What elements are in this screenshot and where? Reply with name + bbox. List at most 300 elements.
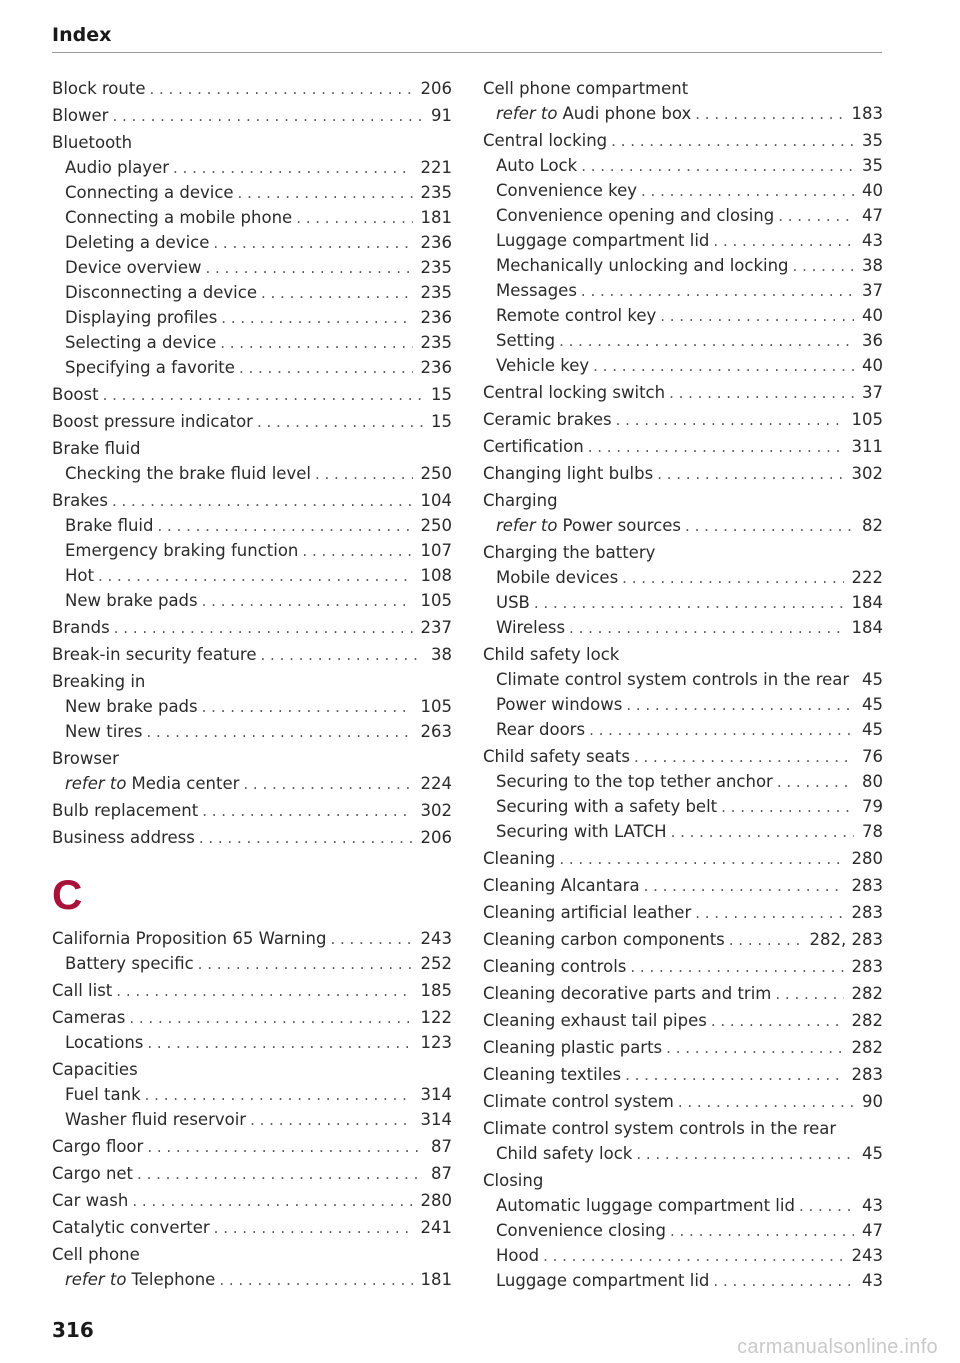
cross-reference-label: refer to (65, 1270, 127, 1289)
entry-label: Car wash (52, 1191, 129, 1210)
entry-page-number: 87 (431, 1164, 452, 1183)
entry-page-number: 37 (862, 281, 883, 300)
entry-label: Auto Lock (496, 156, 578, 175)
index-subentry (483, 667, 883, 692)
entry-label: Cleaning plastic parts (483, 1038, 663, 1057)
entry-text (496, 101, 691, 126)
entry-label: Washer fluid reservoir (65, 1110, 247, 1129)
entry-label: Cleaning Alcantara (483, 876, 640, 895)
entry-label: Child safety lock (496, 1144, 633, 1163)
index-entry (52, 615, 452, 640)
entry-text (496, 513, 681, 538)
entry-text (52, 642, 257, 667)
entry-text (496, 590, 530, 615)
entry-page-number: 105 (420, 591, 452, 610)
index-subentry (52, 588, 452, 613)
entry-label: Cell phone (52, 1245, 140, 1264)
entry-page-number: 45 (862, 720, 883, 739)
index-subentry (483, 203, 883, 228)
dot-leader (173, 156, 412, 180)
entry-page-number: 243 (851, 1246, 883, 1265)
entry-label: Emergency braking function (65, 541, 299, 560)
entry-label: California Proposition 65 Warning (52, 929, 327, 948)
entry-text (483, 407, 612, 432)
entry-page-number: 45 (862, 670, 883, 689)
index-entry (483, 981, 883, 1006)
index-entry (52, 1188, 452, 1213)
entry-text (496, 692, 622, 717)
entry-text (65, 230, 209, 255)
entry-text (52, 1134, 143, 1159)
entry-text (496, 303, 656, 328)
entry-page-number: 302 (851, 464, 883, 483)
entry-page-number: 47 (862, 1221, 883, 1240)
entry-text (496, 253, 789, 278)
dot-leader (98, 564, 413, 588)
entry-text (52, 746, 119, 771)
index-entry (52, 1161, 452, 1186)
index-subentry (52, 255, 452, 280)
index-entry (52, 130, 452, 155)
entry-label: Deleting a device (65, 233, 210, 252)
dot-leader (220, 331, 412, 355)
index-subentry (52, 280, 452, 305)
dot-leader (793, 254, 854, 278)
dot-leader (221, 306, 412, 330)
entry-text (65, 719, 142, 744)
dot-leader (213, 231, 412, 255)
index-subentry (483, 101, 883, 126)
index-entry (52, 669, 452, 694)
entry-text (496, 769, 773, 794)
entry-text (483, 954, 626, 979)
dot-leader (559, 847, 843, 871)
entry-text (496, 1268, 709, 1293)
index-entry (52, 1057, 452, 1082)
index-group-c (52, 926, 452, 1292)
entry-label: Connecting a mobile phone (65, 208, 293, 227)
entry-label: Securing with a safety belt (496, 797, 718, 816)
index-entry (52, 103, 452, 128)
index-subentry (52, 563, 452, 588)
entry-page-number: 184 (851, 593, 883, 612)
entry-label: Convenience key (496, 181, 637, 200)
index-subentry (483, 565, 883, 590)
entry-label: Automatic luggage compartment lid (496, 1196, 795, 1215)
index-subentry (52, 538, 452, 563)
entry-label: Hood (496, 1246, 540, 1265)
entry-page-number: 79 (862, 797, 883, 816)
entry-label: Bluetooth (52, 133, 133, 152)
entry-label: Hot (65, 566, 94, 585)
index-entry (52, 746, 452, 771)
dot-leader (666, 1036, 843, 1060)
dot-leader (238, 181, 413, 205)
entry-text (483, 873, 640, 898)
entry-text (496, 794, 717, 819)
entry-label: Cleaning controls (483, 957, 627, 976)
entry-page-number: 283 (851, 957, 883, 976)
entry-label: Securing with LATCH (496, 822, 667, 841)
entry-text (496, 153, 577, 178)
entry-text (496, 278, 577, 303)
entry-text (496, 203, 774, 228)
entry-page-number: 235 (420, 183, 452, 202)
entry-page-number: 236 (420, 308, 452, 327)
entry-text (483, 461, 653, 486)
entry-text (483, 380, 665, 405)
index-entry (52, 1215, 452, 1240)
entry-page-number: 250 (420, 516, 452, 535)
entry-text (483, 434, 584, 459)
index-subentry (483, 590, 883, 615)
entry-text (65, 180, 234, 205)
entry-text (65, 355, 235, 380)
dot-leader (199, 826, 413, 850)
entry-label: Wireless (496, 618, 566, 637)
entry-page-number: 43 (862, 1196, 883, 1215)
dot-leader (112, 489, 413, 513)
entry-text (52, 1161, 133, 1186)
dot-leader (145, 1083, 413, 1107)
entry-label: Block route (52, 79, 146, 98)
dot-leader (581, 154, 854, 178)
entry-page-number: 206 (420, 828, 452, 847)
entry-label: Cleaning decorative parts and trim (483, 984, 772, 1003)
cross-reference-label: refer to (496, 104, 558, 123)
dot-leader (296, 206, 412, 230)
dot-leader (711, 1009, 844, 1033)
entry-label: Certification (483, 437, 584, 456)
entry-text (496, 178, 637, 203)
index-entry (483, 128, 883, 153)
index-entry (483, 1008, 883, 1033)
page-number: 316 (52, 1318, 94, 1342)
entry-text (483, 76, 688, 101)
entry-label: Call list (52, 981, 113, 1000)
entry-text (65, 280, 257, 305)
entry-label: Checking the brake fluid level (65, 464, 311, 483)
entry-text (65, 513, 154, 538)
entry-page-number: 45 (862, 695, 883, 714)
index-subentry (483, 819, 883, 844)
entry-label: Central locking switch (483, 383, 666, 402)
entry-text (52, 1188, 128, 1213)
index-column-right (483, 76, 883, 1293)
entry-page-number: 43 (862, 1271, 883, 1290)
entry-text (483, 488, 558, 513)
entry-page-number: 76 (862, 747, 883, 766)
index-entry (52, 1005, 452, 1030)
entry-label: New tires (65, 722, 143, 741)
entry-label: Specifying a favorite (65, 358, 235, 377)
dot-leader (775, 982, 843, 1006)
entry-label: Brands (52, 618, 110, 637)
index-subentry (483, 328, 883, 353)
index-column-left (52, 76, 452, 1292)
entry-text (65, 205, 292, 230)
index-subentry (483, 153, 883, 178)
dot-leader (330, 927, 412, 951)
entry-page-number: 35 (862, 156, 883, 175)
entry-page-number: 241 (420, 1218, 452, 1237)
entry-label: Cell phone compartment (483, 79, 689, 98)
entry-page-number: 282 (851, 984, 883, 1003)
entry-text (65, 461, 311, 486)
index-subentry (52, 155, 452, 180)
entry-text (65, 305, 217, 330)
entry-page-number: 181 (420, 1270, 452, 1289)
dot-leader (611, 129, 854, 153)
index-subentry (52, 513, 452, 538)
entry-text (65, 155, 169, 180)
index-entry (483, 900, 883, 925)
entry-label: Changing light bulbs (483, 464, 654, 483)
dot-leader (630, 955, 843, 979)
entry-text (65, 1107, 246, 1132)
entry-page-number: 283 (851, 876, 883, 895)
entry-text (483, 1008, 707, 1033)
dot-leader (634, 745, 854, 769)
index-subentry (483, 278, 883, 303)
entry-label: Brakes (52, 491, 108, 510)
dot-leader (799, 1194, 854, 1218)
entry-text (52, 669, 145, 694)
entry-page-number: 263 (420, 722, 452, 741)
entry-page-number: 235 (420, 333, 452, 352)
index-entry (483, 76, 883, 101)
entry-text (496, 565, 618, 590)
entry-text (52, 1242, 140, 1267)
entry-text (65, 1082, 141, 1107)
entry-text (65, 694, 198, 719)
entry-page-number: 107 (420, 541, 452, 560)
dot-leader (302, 539, 412, 563)
index-entry (483, 488, 883, 513)
dot-leader (261, 281, 413, 305)
entry-page-number: 184 (851, 618, 883, 637)
dot-leader (670, 1219, 854, 1243)
entry-page-number: 235 (420, 258, 452, 277)
entry-page-number: 181 (420, 208, 452, 227)
entry-page-number: 235 (420, 283, 452, 302)
dot-leader (534, 591, 844, 615)
watermark: carmanualsonline.info (737, 1336, 938, 1358)
entry-label: Child safety seats (483, 747, 630, 766)
dot-leader (641, 179, 854, 203)
entry-page-number: 283 (851, 903, 883, 922)
entry-page-number: 314 (420, 1110, 452, 1129)
entry-page-number: 105 (420, 697, 452, 716)
entry-text (65, 255, 201, 280)
entry-text (496, 353, 589, 378)
index-entry (52, 488, 452, 513)
index-subentry (483, 253, 883, 278)
entry-label: Luggage compartment lid (496, 231, 710, 250)
entry-label: New brake pads (65, 697, 198, 716)
entry-page-number: 40 (862, 306, 883, 325)
entry-label: Capacities (52, 1060, 138, 1079)
index-subentry (483, 1243, 883, 1268)
index-subentry (52, 205, 452, 230)
entry-text (52, 825, 195, 850)
entry-label: Messages (496, 281, 577, 300)
entry-page-number: 47 (862, 206, 883, 225)
index-entry (483, 927, 883, 952)
entry-text (65, 1267, 215, 1292)
entry-text (496, 667, 849, 692)
entry-page-number: 90 (862, 1092, 883, 1111)
section-letter-c: C (52, 871, 83, 918)
entry-text (483, 540, 655, 565)
dot-leader (729, 928, 802, 952)
dot-leader (777, 770, 854, 794)
entry-page-number: 15 (431, 385, 452, 404)
entry-label: Mechanically unlocking and locking (496, 256, 789, 275)
dot-leader (243, 772, 412, 796)
entry-text (65, 538, 298, 563)
index-entry (483, 1089, 883, 1114)
index-entry (52, 1242, 452, 1267)
dot-leader (146, 720, 412, 744)
entry-text (52, 436, 141, 461)
entry-text (65, 330, 216, 355)
entry-label: Convenience opening and closing (496, 206, 775, 225)
entry-text (483, 1062, 621, 1087)
index-subentry (52, 694, 452, 719)
entry-page-number: 43 (862, 231, 883, 250)
entry-label: Break-in security feature (52, 645, 257, 664)
dot-leader (257, 410, 423, 434)
entry-page-number: 280 (851, 849, 883, 868)
entry-page-number: 311 (851, 437, 883, 456)
dot-leader (214, 1216, 413, 1240)
dot-leader (581, 279, 854, 303)
entry-text (52, 488, 108, 513)
entry-text (496, 717, 585, 742)
dot-leader (202, 589, 413, 613)
index-subentry (52, 305, 452, 330)
entry-page-number: 82 (862, 516, 883, 535)
entry-page-number: 38 (431, 645, 452, 664)
entry-text (496, 1141, 632, 1166)
entry-label: Cleaning (483, 849, 556, 868)
entry-text (483, 1116, 836, 1141)
entry-page-number: 35 (862, 131, 883, 150)
entry-text (483, 981, 771, 1006)
entry-label: Audio player (65, 158, 170, 177)
entry-page-number: 183 (851, 104, 883, 123)
dot-leader (657, 462, 843, 486)
index-subentry (483, 615, 883, 640)
entry-text (483, 128, 607, 153)
entry-page-number: 222 (851, 568, 883, 587)
entry-label: Climate control system controls in the rear (483, 1119, 837, 1138)
entry-text (483, 1035, 662, 1060)
index-entry (52, 926, 452, 951)
dot-leader (588, 435, 844, 459)
entry-label: Disconnecting a device (65, 283, 257, 302)
index-entry (483, 434, 883, 459)
dot-leader (129, 1006, 412, 1030)
index-entry (483, 461, 883, 486)
entry-label: Blower (52, 106, 109, 125)
dot-leader (616, 408, 844, 432)
index-entry (483, 1062, 883, 1087)
entry-label: Climate control system controls in the rear (496, 670, 850, 689)
index-subentry (52, 1267, 452, 1292)
cross-reference-label: refer to (496, 516, 558, 535)
entry-label: Remote control key (496, 306, 657, 325)
entry-text (52, 382, 99, 407)
index-subentry (483, 303, 883, 328)
entry-label: Charging the battery (483, 543, 656, 562)
entry-label: Selecting a device (65, 333, 217, 352)
entry-label: Securing to the top tether anchor (496, 772, 773, 791)
entry-label: Cameras (52, 1008, 126, 1027)
dot-leader (721, 795, 854, 819)
index-subentry (483, 794, 883, 819)
dot-leader (644, 874, 844, 898)
entry-label: Cleaning artificial leather (483, 903, 692, 922)
entry-label: Locations (65, 1033, 144, 1052)
entry-page-number: 108 (420, 566, 452, 585)
entry-label: Fuel tank (65, 1085, 141, 1104)
entry-page-number: 38 (862, 256, 883, 275)
index-group-b (52, 76, 452, 850)
entry-text (496, 1243, 539, 1268)
dot-leader (202, 799, 412, 823)
dot-leader (713, 229, 854, 253)
dot-leader (660, 304, 854, 328)
entry-label: Brake fluid (52, 439, 141, 458)
dot-leader (198, 952, 413, 976)
index-subentry (52, 719, 452, 744)
dot-leader (261, 643, 424, 667)
entry-text (496, 819, 667, 844)
index-subentry (483, 353, 883, 378)
entry-page-number: 243 (420, 929, 452, 948)
dot-leader (147, 1135, 423, 1159)
dot-leader (132, 1189, 412, 1213)
index-entry (483, 1168, 883, 1193)
dot-leader (695, 901, 843, 925)
entry-page-number: 15 (431, 412, 452, 431)
index-entry (52, 798, 452, 823)
dot-leader (158, 514, 413, 538)
index-subentry (483, 692, 883, 717)
entry-text (65, 588, 198, 613)
index-subentry (52, 230, 452, 255)
entry-page-number: 252 (420, 954, 452, 973)
entry-label: Catalytic converter (52, 1218, 210, 1237)
entry-label: Breaking in (52, 672, 146, 691)
entry-label: Luggage compartment lid (496, 1271, 710, 1290)
dot-leader (250, 1108, 412, 1132)
index-entry (483, 540, 883, 565)
dot-leader (636, 1142, 854, 1166)
index-subentry (52, 461, 452, 486)
entry-text (496, 615, 565, 640)
entry-page-number: 236 (420, 233, 452, 252)
index-subentry (52, 1082, 452, 1107)
entry-page-number: 37 (862, 383, 883, 402)
entry-page-number: 87 (431, 1137, 452, 1156)
index-subentry (483, 1268, 883, 1293)
entry-label: Connecting a device (65, 183, 234, 202)
entry-text (52, 798, 198, 823)
entry-label: Rear doors (496, 720, 586, 739)
